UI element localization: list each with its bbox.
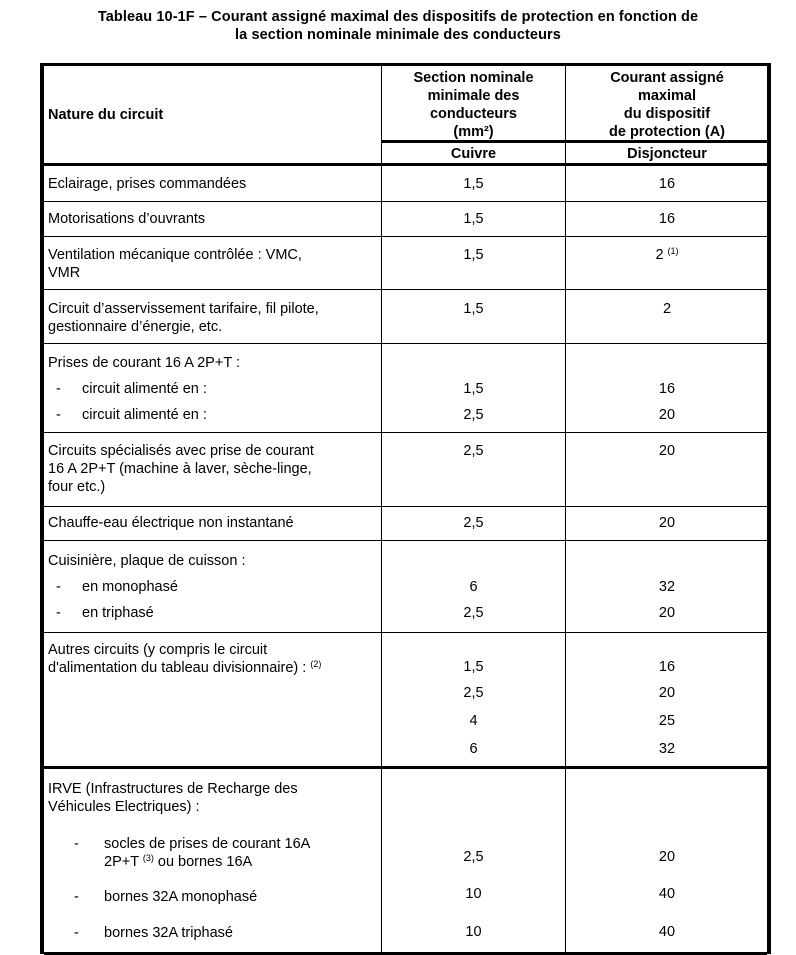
header-cuivre: Cuivre — [450, 146, 497, 162]
sub-label: bornes 32A triphasé — [104, 925, 233, 941]
row-autres-circuits-section-2: 2,5 — [463, 685, 484, 701]
row-cuisiniere-sub-1-current: 32 — [658, 579, 676, 595]
label-line: Autres circuits (y compris le circuit — [48, 642, 268, 658]
row-divider — [44, 540, 767, 541]
header-line: (mm²) — [453, 124, 494, 140]
row-divider — [44, 289, 767, 290]
row-autres-circuits-current-3: 25 — [658, 713, 676, 729]
header-line: de protection (A) — [609, 124, 725, 140]
row-asservissement-section: 1,5 — [463, 301, 484, 317]
dash: - — [74, 889, 79, 905]
row-prises-sub-2-current: 20 — [658, 407, 676, 423]
row-cuisiniere-sub-2-label — [48, 604, 386, 622]
label-text: 2P+T — [104, 854, 139, 870]
header-line: maximal — [637, 88, 697, 104]
row-asservissement-current: 2 — [662, 301, 672, 317]
header-bottom-border — [44, 163, 767, 166]
label-line: Circuits spécialisés avec prise de courant — [48, 443, 314, 459]
row-irve-sub-2-label — [48, 888, 378, 906]
column-divider-2 — [565, 66, 566, 954]
row-divider — [44, 236, 767, 237]
sub-label: circuit alimenté en : — [82, 407, 207, 423]
row-irve-sub-2-section: 10 — [465, 886, 482, 902]
row-autres-circuits-current-2: 20 — [658, 685, 676, 701]
label-text: d'alimentation du tableau divisionnaire) : — [48, 660, 307, 676]
sub-label: circuit alimenté en : — [82, 381, 207, 397]
header-line: Section nominale — [413, 70, 534, 86]
row-circuits-specialises-current: 20 — [658, 443, 676, 459]
footnote-ref: (3) — [142, 853, 154, 863]
row-eclairage-current: 16 — [658, 176, 676, 192]
row-irve-sub-3-label — [48, 924, 378, 942]
table-title — [0, 8, 796, 44]
row-prises-label: Prises de courant 16 A 2P+T : — [48, 355, 240, 371]
row-cuisiniere-label: Cuisinière, plaque de cuisson : — [48, 553, 246, 569]
label-line: socles de prises de courant 16A — [104, 836, 311, 852]
header-section-nominale — [382, 69, 565, 141]
row-irve-sub-1-label — [48, 835, 378, 871]
label-line: Ventilation mécanique contrôlée : VMC, — [48, 247, 302, 263]
row-cuisiniere-sub-2-current: 20 — [658, 605, 676, 621]
header-line: conducteurs — [429, 106, 517, 122]
column-divider-1 — [381, 66, 382, 954]
label-line — [104, 853, 310, 871]
row-prises-sub-1-section: 1,5 — [463, 381, 484, 397]
row-motorisations-label: Motorisations d’ouvrants — [48, 211, 206, 227]
dash: - — [56, 579, 61, 595]
row-divider — [44, 766, 767, 769]
row-autres-circuits-section-1: 1,5 — [463, 659, 484, 675]
row-divider — [44, 432, 767, 433]
sub-label: en triphasé — [82, 605, 154, 621]
row-asservissement-label — [48, 300, 378, 336]
row-autres-circuits-current-1: 16 — [658, 659, 676, 675]
row-irve-sub-1-section: 2,5 — [463, 849, 484, 865]
title-line-1: Tableau 10-1F – Courant assigné maximal des dispositifs de protection en fonction de — [97, 9, 699, 25]
row-ventilation-current — [566, 246, 768, 264]
row-divider — [44, 201, 767, 202]
header-disjoncteur: Disjoncteur — [627, 146, 707, 162]
row-chauffe-eau-label: Chauffe-eau électrique non instantané — [48, 515, 294, 531]
row-autres-circuits-section-4: 6 — [469, 741, 478, 757]
row-cuisiniere-sub-1-label — [48, 578, 386, 596]
row-irve-sub-1-current: 20 — [658, 849, 676, 865]
row-prises-sub-1-current: 16 — [658, 381, 676, 397]
row-irve-sub-3-section: 10 — [465, 924, 482, 940]
header-line: du dispositif — [623, 106, 711, 122]
row-irve-sub-2-current: 40 — [658, 886, 676, 902]
dash: - — [56, 605, 61, 621]
row-cuisiniere-sub-2-section: 2,5 — [463, 605, 484, 621]
row-circuits-specialises-label — [48, 442, 378, 496]
label-line: IRVE (Infrastructures de Recharge des — [48, 781, 298, 797]
footnote-ref: (1) — [667, 246, 679, 256]
label-line: Circuit d’asservissement tarifaire, fil pilote, — [48, 301, 319, 317]
row-ventilation-label — [48, 246, 378, 282]
header-line: Courant assigné — [610, 70, 724, 86]
dash: - — [74, 925, 79, 941]
sub-label — [104, 835, 310, 871]
row-ventilation-section: 1,5 — [463, 247, 484, 263]
row-divider — [44, 506, 767, 507]
row-autres-circuits-current-4: 32 — [658, 741, 676, 757]
header-nature-du-circuit: Nature du circuit — [48, 107, 164, 123]
dash: - — [56, 381, 61, 397]
row-irve-label — [48, 780, 378, 816]
row-divider — [44, 343, 767, 344]
row-cuisiniere-sub-1-section: 6 — [469, 579, 478, 595]
row-chauffe-eau-current: 20 — [658, 515, 676, 531]
label-line: 16 A 2P+T (machine à laver, sèche-linge, — [48, 461, 312, 477]
row-motorisations-section: 1,5 — [463, 211, 484, 227]
header-subdivider — [381, 140, 767, 143]
dash: - — [56, 407, 61, 423]
row-prises-sub-2-section: 2,5 — [463, 407, 484, 423]
dash: - — [74, 836, 79, 852]
protection-table — [40, 63, 771, 954]
row-motorisations-current: 16 — [658, 211, 676, 227]
label-line: four etc.) — [48, 479, 106, 495]
row-divider — [44, 632, 767, 633]
row-chauffe-eau-section: 2,5 — [463, 515, 484, 531]
current-value: 2 — [655, 247, 664, 263]
row-eclairage-label: Eclairage, prises commandées — [48, 176, 247, 192]
header-line: minimale des — [427, 88, 520, 104]
label-line: Véhicules Electriques) : — [48, 799, 200, 815]
row-autres-circuits-label — [48, 641, 378, 677]
row-eclairage-section: 1,5 — [463, 176, 484, 192]
row-irve-sub-3-current: 40 — [658, 924, 676, 940]
header-courant-assigne — [566, 69, 768, 141]
row-autres-circuits-section-3: 4 — [469, 713, 478, 729]
row-prises-sub-1-label — [48, 380, 386, 398]
label-line — [48, 659, 378, 677]
row-prises-sub-2-label — [48, 406, 386, 424]
footnote-ref: (2) — [310, 659, 322, 669]
sub-label: bornes 32A monophasé — [104, 889, 258, 905]
sub-label: en monophasé — [82, 579, 178, 595]
row-circuits-specialises-section: 2,5 — [463, 443, 484, 459]
label-text: ou bornes 16A — [157, 854, 253, 870]
title-line-2: la section nominale minimale des conducteurs — [235, 27, 561, 43]
label-line: VMR — [48, 265, 81, 281]
label-line: gestionnaire d’énergie, etc. — [48, 319, 223, 335]
